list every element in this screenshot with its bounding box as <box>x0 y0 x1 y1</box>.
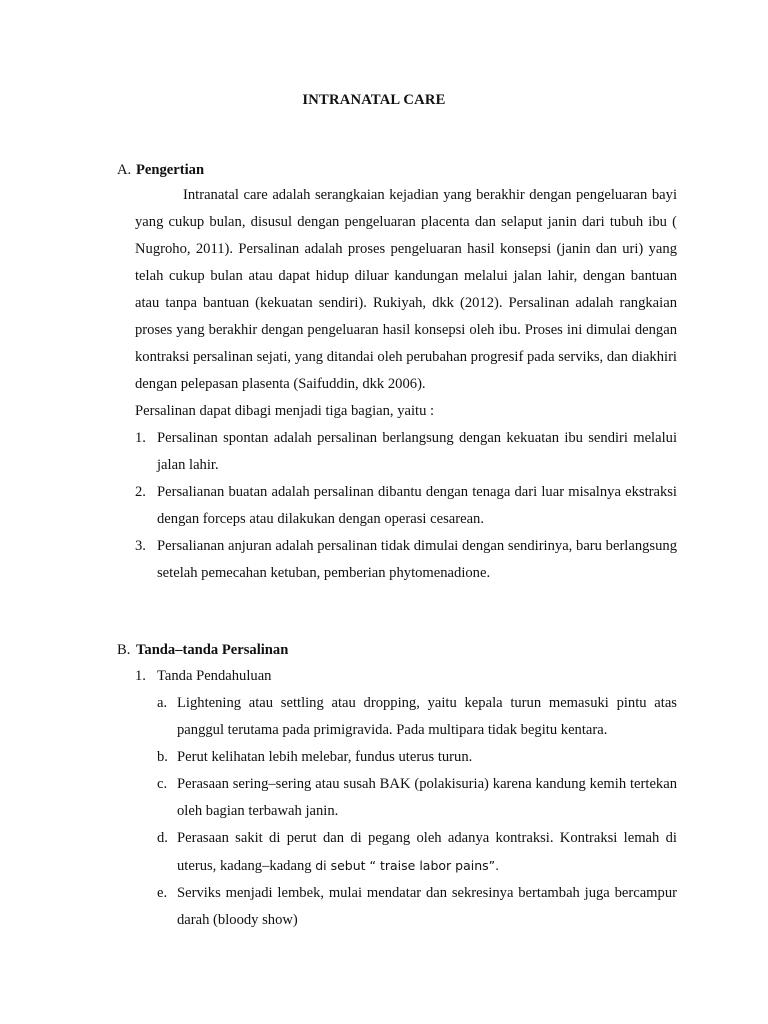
section-b-letter: B. <box>117 642 131 658</box>
section-a-body <box>135 182 677 587</box>
list-item <box>135 425 677 479</box>
preliminary-signs-list <box>157 690 677 934</box>
list-letter: d. <box>157 830 168 846</box>
list-text: Perut kelihatan lebih melebar, fundus uterus turun. <box>177 749 473 765</box>
document-title: INTRANATAL CARE <box>302 92 446 108</box>
list-item <box>135 533 677 587</box>
subsection-heading <box>135 663 677 690</box>
list-letter: c. <box>157 776 168 792</box>
list-item <box>157 825 677 880</box>
section-a-letter: A. <box>117 162 132 178</box>
list-text <box>177 825 677 880</box>
list-text: Perasaan sering–sering atau susah BAK (polakisuria) karena kandung kemih tertekan oleh bagian terbawah janin. <box>177 776 677 819</box>
section-a-title: Pengertian <box>136 162 205 178</box>
subsection-number: 1. <box>135 668 146 684</box>
delivery-types-list <box>135 425 677 587</box>
section-a <box>117 158 677 587</box>
list-text-quote: di sebut “ traise labor pains”. <box>315 858 500 873</box>
list-text: Persalianan buatan adalah persalinan dibantu dengan tenaga dari luar misalnya ekstraksi dengan forceps atau dilakukan dengan operasi cesarean. <box>157 484 677 527</box>
section-b <box>117 638 677 934</box>
list-item <box>157 880 677 934</box>
list-letter: e. <box>157 885 168 901</box>
section-b-body <box>135 663 677 934</box>
list-number: 1. <box>135 430 146 446</box>
section-b-heading <box>117 638 677 662</box>
list-number: 2. <box>135 484 146 500</box>
list-letter: b. <box>157 749 168 765</box>
list-item <box>157 771 677 825</box>
list-text: Lightening atau settling atau dropping, yaitu kepala turun memasuki pintu atas panggul terutama pada primigravida. Pada multipara tidak begitu kentara. <box>177 695 677 738</box>
list-text: Persalinan spontan adalah persalinan berlangsung dengan kekuatan ibu sendiri melalui jalan lahir. <box>157 430 677 473</box>
list-letter: a. <box>157 695 168 711</box>
section-a-heading <box>117 158 677 182</box>
subsection-title: Tanda Pendahuluan <box>157 668 272 684</box>
list-text: Persalianan anjuran adalah persalinan tidak dimulai dengan sendirinya, baru berlangsung setelah pemecahan ketuban, pemberian phytomenadione. <box>157 538 677 581</box>
definition-paragraph: Intranatal care adalah serangkaian kejadian yang berakhir dengan pengeluaran bayi yang cukup bulan, disusul dengan pengeluaran placenta dan selaput janin dari tubuh ibu ( Nugroho, 2011). Persalinan adalah proses pengeluaran hasil konsepsi (janin dan uri) yang telah cukup bulan atau dapat hidup diluar kandungan melalui jalan lahir, dengan bantuan atau tanpa bantuan (kekuatan sendiri). Rukiyah, dkk (2012). Persalinan adalah rangkaian proses yang berakhir dengan pengeluaran hasil konsepsi oleh ibu. Proses ini dimulai dengan kontraksi persalinan sejati, yang ditandai oleh perubahan progresif pada serviks, dan diakhiri dengan pelepasan plasenta (Saifuddin, dkk 2006). <box>135 187 677 392</box>
section-b-title: Tanda–tanda Persalinan <box>136 642 289 658</box>
list-text: Serviks menjadi lembek, mulai mendatar dan sekresinya bertambah juga bercampur darah (bloody show) <box>177 885 677 928</box>
list-item <box>157 744 677 771</box>
list-text-main: Perasaan sakit di perut dan di pegang oleh adanya kontraksi. Kontraksi lemah di uterus, kadang–kadang <box>177 830 677 874</box>
division-intro: Persalinan dapat dibagi menjadi tiga bagian, yaitu : <box>135 403 435 419</box>
list-item <box>157 690 677 744</box>
list-item <box>135 479 677 533</box>
list-number: 3. <box>135 538 146 554</box>
